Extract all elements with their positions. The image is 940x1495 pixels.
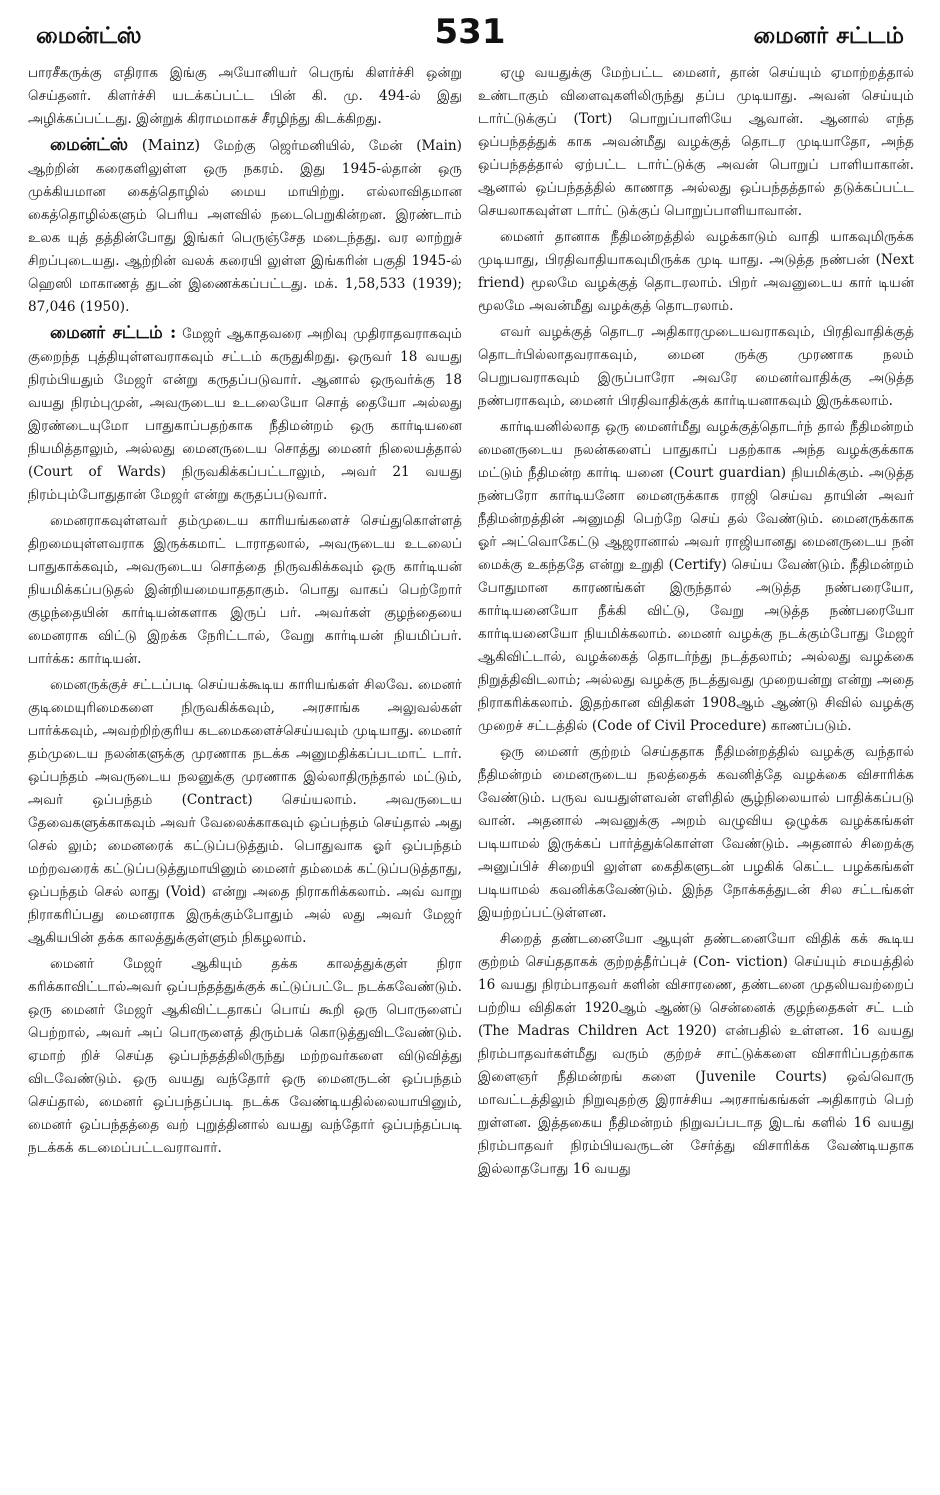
paragraph: மைனர் மேஜர் ஆகியும் தக்க காலத்துக்குள் நிரா கரிக்காவிட்டால்அவர் ஒப்பந்தத்துக்குக் கட்டுப்பட்டே நடக்கவேண்டும். ஒரு மைனர் மேஜர் ஆகிவிட்டதாகப் பொய் கூறி ஒரு பொருளைப் பெற்றால், அவர் அப் பொருளைத் திரும்பக் கொடுத்துவிடவேண்டும். ஏமாற் றிச் செய்த ஒப்பந்தத்திலிருந்து மற்றவர்களை விடுவித்து விடவேண்டும். ஒரு வயது வந்தோர் ஒரு மைனருடன் ஒப்பந்தம் செய்தால், மைனர் ஒப்பந்தப்படி நடக்க வேண்டியதில்லையாயினும், மைனர் ஒப்பந்தத்தை வற் புறுத்தினால் வயது வந்தோர் ஒப்பந்தப்படி நடக்கக் கடமைப்பட்டவராவார். — [28, 956, 462, 1156]
running-head-right: மைனர் சட்டம் — [753, 22, 904, 49]
entry-text: மேற்கு ஜெர்மனியில், மேன் (Main) ஆற்றின் கரைகளிலுள்ள ஒரு நகரம். இது 1945-ல்தான் ஒரு முக்கியமான கைத்தொழில் மைய மாயிற்று. எல்லாவிதமான கைத்தொழில்களும் பெரிய அளவில் நடைபெறுகின்றன. இரண்டாம் உலக யுத் தத்தின்போது இங்கர் பெருஞ்சேத மடைந்தது. வர லாற்றுச் சிறப்புடையது. ஆற்றின் வலக் கரையி லுள்ள இங்கரின் பகுதி 1945-ல் ஹெஸி மாகாணத் துடன் இணைக்கப்பட்டது. மக். 1,58,533 (1939); 87,046 (1950). — [28, 138, 462, 315]
paragraph: மைனராகவுள்ளவர் தம்முடைய காரியங்களைச் செய்துகொள்ளத் திறமையுள்ளவராக இருக்கமாட் டாராதலால், அவருடைய உடலைப் பாதுகாக்கவும், அவருடைய சொத்தை நிருவகிக்கவும் ஒரு கார்டியன் நியமிக்கப்படுதல் இன்றியமையாததாகும். பொது வாகப் பெற்றோர் குழந்தையின் கார்டியன்களாக இருப் பர். அவர்கள் குழந்தையை மைனராக விட்டு இறக்க நேரிட்டால், வேறு கார்டியன் நியமிப்பர். பார்க்க: கார்டியன். — [28, 513, 462, 667]
running-head-left: மைன்ட்ஸ் — [36, 22, 142, 49]
entry-text: மேஜர் ஆகாதவரை அறிவு முதிராதவராகவும் குறைந்த புத்தியுள்ளவராகவும் சட்டம் கருதுகிறது. ஒருவர் 18 வயது நிரம்பியதும் மேஜர் என்று கருதப்படுவார். ஆனால் ஒருவர்க்கு 18 வயது நிரம்புமுன், அவருடைய உடலையோ சொத் தையோ அல்லது இரண்டையுமோ பாதுகாப்பதற்காக நீதிமன்றம் ஒரு கார்டியனை நியமித்தாலும், அல்லது மைனருடைய சொத்து மைனர் நிலையத்தால் (Court of Wards) நிருவகிக்கப்பட்டாலும், அவர் 21 வயது நிரம்பும்போதுதான் மேஜர் என்று கருதப்படுவார். — [28, 326, 462, 503]
paragraph: மைனர் தானாக நீதிமன்றத்தில் வழக்காடும் வாதி யாகவுமிருக்க முடியாது, பிரதிவாதியாகவுமிருக்க முடி யாது. அடுத்த நண்பன் (Next friend) மூலமே வழக்குத் தொடரலாம். பிறர் அவனுடைய கார் டியன் மூலமே அவன்மீது வழக்குத் தொடரலாம். — [478, 229, 914, 314]
entry-heading: மைனர் சட்டம் : — [50, 323, 177, 343]
left-column — [28, 62, 462, 1482]
paragraph: மைனருக்குச் சட்டப்படி செய்யக்கூடிய காரியங்கள் சிலவே. மைனர் குடிமையுரிமைகளை நிருவகிக்கவும், அரசாங்க அலுவல்கள் பார்க்கவும், அவற்றிற்குரிய கடமைகளைச்செய்யவும் முடியாது. மைனர் தம்முடைய நலன்களுக்கு முரணாக நடக்க அனுமதிக்கப்படமாட் டார். ஒப்பந்தம் அவருடைய நலனுக்கு முரணாக இல்லாதிருந்தால் மட்டும், அவர் ஒப்பந்தம் (Contract) செய்யலாம். அவருடைய தேவைகளுக்காகவும் அவர் வேலைக்காகவும் ஒப்பந்தம் செய்தால் அது செல் லும்; மைனரைக் கட்டுப்படுத்தும். பொதுவாக ஓர் ஒப்பந்தம் மற்றவரைக் கட்டுப்படுத்துமாயினும் மைனர் தம்மைக் கட்டுப்படுத்தாது, ஒப்பந்தம் செல் லாது (Void) என்று அதை நிராகரிக்கலாம். அவ் வாறு நிராகரிப்பது மைனராக இருக்கும்போதும் அல் லது அவர் மேஜர் ஆகியபின் தக்க காலத்துக்குள்ளும் நிகழலாம். — [28, 677, 462, 946]
paragraph: எவர் வழக்குத் தொடர அதிகாரமுடையவராகவும், பிரதிவாதிக்குத் தொடர்பில்லாதவராகவும், மைன ருக்கு முரணாக நலம் பெறுபவராகவும் இருப்பாரோ அவரே மைனர்வாதிக்கு அடுத்த நண்பராகவும், மைனர் பிரதிவாதிக்குக் கார்டியனாகவும் இருக்கலாம். — [478, 324, 914, 409]
entry-heading: மைன்ட்ஸ் — [50, 135, 129, 155]
entry-latin-name: (Mainz) — [141, 136, 201, 154]
page-number: 531 — [434, 12, 506, 52]
page-header — [0, 0, 940, 58]
paragraph: சிறைத் தண்டனையோ ஆயுள் தண்டனையோ விதிக் கக் கூடிய குற்றம் செய்ததாகக் குற்றத்தீர்ப்புச் (Con- viction) செய்யும் சமயத்தில் 16 வயது நிரம்பாதவர் களின் விசாரணை, தண்டனை முதலியவற்றைப் பற்றிய விதிகள் 1920ஆம் ஆண்டு சென்னைக் குழந்தைகள் சட் டம் (The Madras Children Act 1920) என்பதில் உள்ளன. 16 வயது நிரம்பாதவர்கள்மீது வரும் குற்றச் சாட்டுக்களை விசாரிப்பதற்காக இளைஞர் நீதிமன்றங் களை (Juvenile Courts) ஒவ்வொரு மாவட்டத்திலும் நிறுவுதற்கு இராச்சிய அரசாங்கங்கள் அதிகாரம் பெற் றுள்ளன. இத்தகைய நீதிமன்றம் நிறுவப்படாத இடங் களில் 16 வயது நிரம்பாதவர் நிரம்பியவருடன் சேர்த்து விசாரிக்க வேண்டியதாக இல்லாதபோது 16 வயது — [478, 931, 914, 1177]
right-column — [478, 62, 914, 1482]
paragraph: கார்டியனில்லாத ஒரு மைனர்மீது வழக்குத்தொடர்ந் தால் நீதிமன்றம் மைனருடைய நலன்களைப் பாதுகாப் பதற்காக அந்த வழக்குக்காக மட்டும் நீதிமன்ற கார்டி யனை (Court guardian) நியமிக்கும். அடுத்த நண்பரோ கார்டியனோ மைனருக்காக ராஜி செய்வ தாயின் அவர் நீதிமன்றத்தின் அனுமதி பெற்றே செய் தல் வேண்டும். மைனருக்காக ஓர் அட்வொகேட்டு ஆஜரானால் அவர் ராஜியானது மைனருடைய நன் மைக்கு உகந்ததே என்று உறுதி (Certify) செய்ய வேண்டும். நீதிமன்றம் போதுமான காரணங்கள் இருந்தால் அடுத்த நண்பரையோ, கார்டியனையோ நீக்கி விட்டு, வேறு அடுத்த நண்பரையோ கார்டியனையோ நியமிக்கலாம். மைனர் வழக்கு நடக்கும்போது மேஜர் ஆகிவிட்டால், வழக்கைத் தொடர்ந்து நடத்தலாம்; அல்லது வழக்கை நிறுத்திவிடலாம்; அல்லது வழக்கு நடத்துவது முறையன்று என்று அதை நிராகரிக்கலாம். இதற்கான விதிகள் 1908ஆம் ஆண்டு சிவில் வழக்கு முறைச் சட்டத்தில் (Code of Civil Procedure) காணப்படும். — [478, 419, 914, 734]
paragraph: ஏழு வயதுக்கு மேற்பட்ட மைனர், தான் செய்யும் ஏமாற்றத்தால் உண்டாகும் விளைவுகளிலிருந்து தப்ப முடியாது. அவன் செய்யும் டார்ட்டுக்குப் (Tort) பொறுப்பாளியே ஆவான். ஆனால் எந்த ஒப்பந்தத்துக் காக அவன்மீது வழக்குத் தொடர முடியாதோ, அந்த ஒப்பந்தத்தால் ஏற்பட்ட டார்ட்டுக்கு அவன் பொறுப் பாளியாகான். ஆனால் ஒப்பந்தத்தில் காணாத அல்லது ஒப்பந்தத்தால் தடுக்கப்பட்ட செயலாகவுள்ள டார்ட் டுக்குப் பொறுப்பாளியாவான். — [478, 65, 914, 219]
entry-minor-law — [28, 322, 462, 507]
entry-mainz — [28, 134, 462, 319]
paragraph: ஒரு மைனர் குற்றம் செய்ததாக நீதிமன்றத்தில் வழக்கு வந்தால் நீதிமன்றம் மைனருடைய நலத்தைக் கவனித்தே வழக்கை விசாரிக்க வேண்டும். பருவ வயதுள்ளவன் எளிதில் சூழ்நிலையால் பாதிக்கப்படு வான். அதனால் அவனுக்கு அறம் வழுவிய ஒழுக்க வழக்கங்கள் படியாமல் இருக்கப் பார்த்துக்கொள்ள வேண்டும். அதனால் சிறைக்கு அனுப்பிச் சிறையி லுள்ள கைதிகளுடன் பழகிக் கெட்ட பழக்கங்கள் படியாமல் கவனிக்கவேண்டும். இந்த நோக்கத்துடன் சில சட்டங்கள் இயற்றப்பட்டுள்ளன. — [478, 744, 914, 921]
paragraph: பாரசீகருக்கு எதிராக இங்கு அயோனியர் பெருங் கிளர்ச்சி ஒன்று செய்தனர். கிளர்ச்சி யடக்கப்பட்ட பின் கி. மு. 494-ல் இது அழிக்கப்பட்டது. இன்றுக் கிராமமாகச் சீரழிந்து கிடக்கிறது. — [28, 65, 462, 127]
